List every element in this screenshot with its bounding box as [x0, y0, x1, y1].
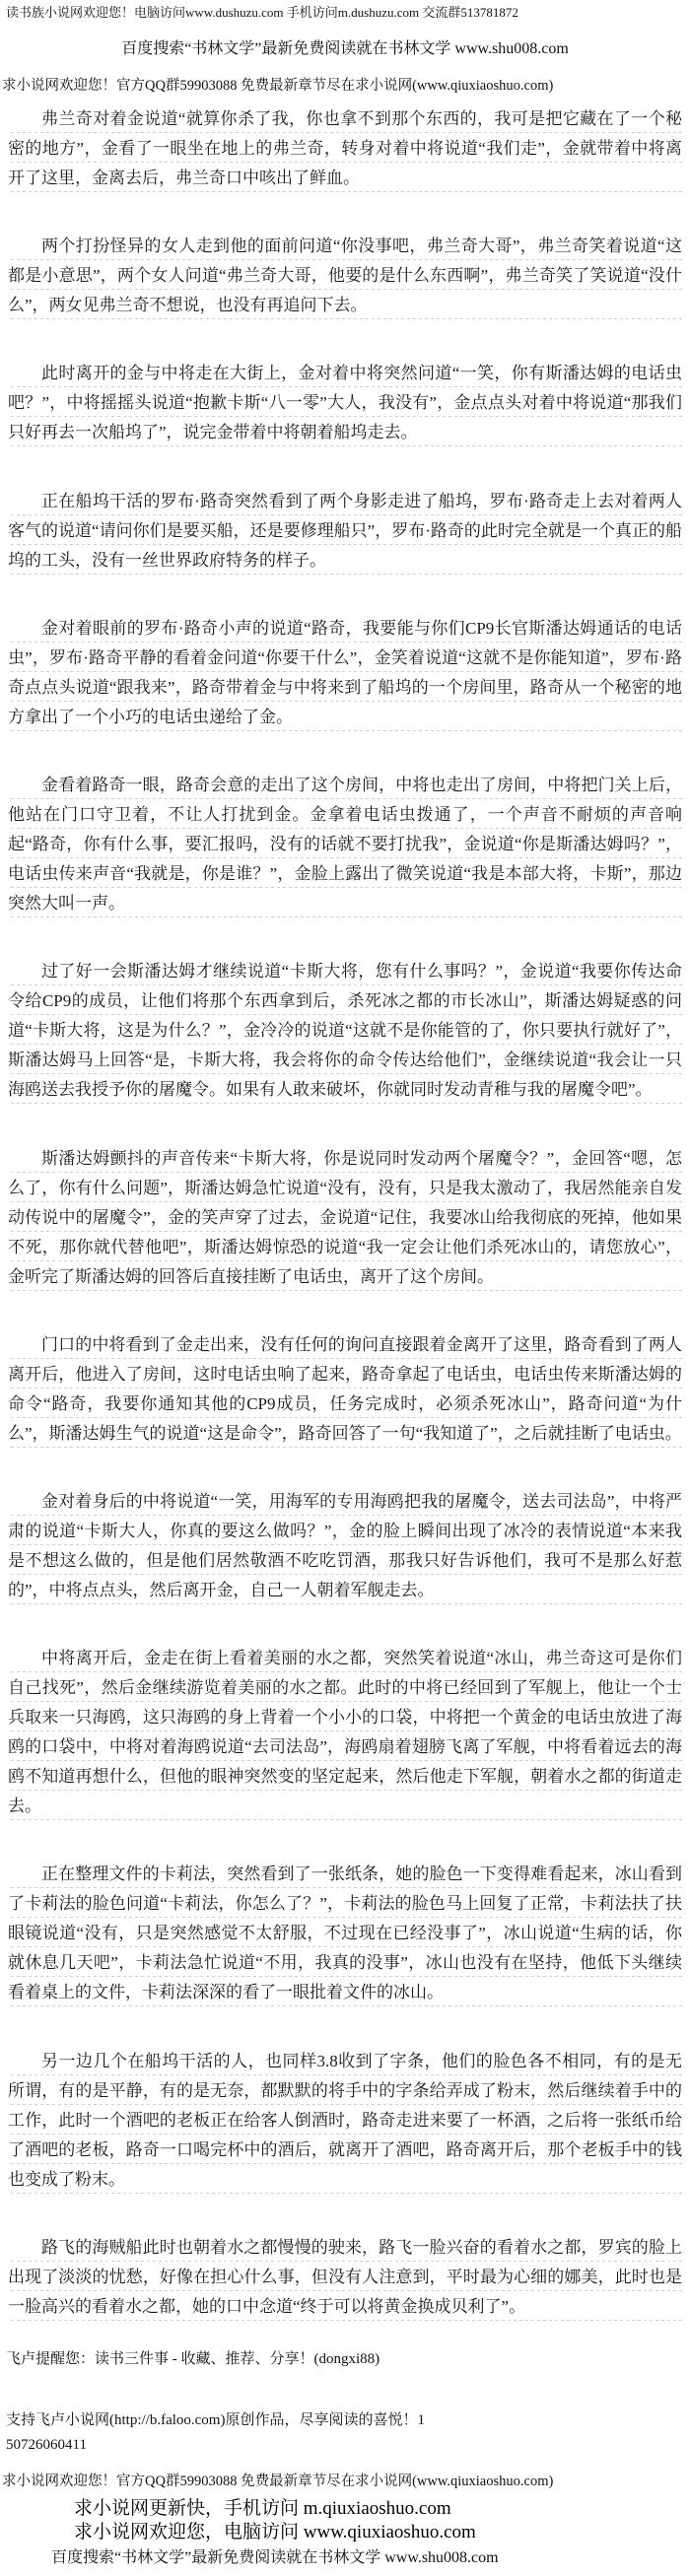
chapter-paragraph: 金看着路奇一眼，路奇会意的走出了这个房间，中将也走出了房间，中将把门关上后，他站在门口守卫着，不让人打扰到金。金拿着电话虫拨通了，一个声音不耐烦的声音响起“路奇，你有什么事，要汇报吗，没有的话就不要打扰我”，金说道“你是斯潘达姆吗？”，电话虫传来声音“我就是，你是谁？”，金脸上露出了微笑说道“我是本部大将，卡斯”，那边突然大叫一声。	[8, 771, 682, 918]
faloo-support-line: 支持飞卢小说网(http://b.faloo.com)原创作品，尽享阅读的喜悦！1	[6, 2412, 425, 2428]
chapter-paragraph: 弗兰奇对着金说道“就算你杀了我，你也拿不到那个东西的，我可是把它藏在了一个秘密的地方”，金看了一眼坐在地上的弗兰奇，转身对着中将说道“我们走”，金就带着中将离开了这里，金离去后，弗兰奇口中咳出了鲜血。	[8, 104, 682, 193]
chapter-paragraph: 中将离开后，金走在街上看着美丽的水之都，突然笑着说道“冰山，弗兰奇这可是你们自己找死”，然后金继续游览着美丽的水之都。此时的中将已经回到了军舰上，他让一个士兵取来一只海鸥，这只海鸥的身上背着一个小小的口袋，中将把一个黄金的电话虫放进了海鸥的口袋中，中将对着海鸥说道“去司法岛”，海鸥扇着翅膀飞离了军舰，中将看着远去的海鸥不知道再想什么，但他的眼神突然变的坚定起来，然后他走下军舰，朝着水之都的街道走去。	[8, 1644, 682, 1821]
chapter-paragraph: 路飞的海贼船此时也朝着水之都慢慢的驶来，路飞一脸兴奋的看着水之都，罗宾的脸上出现了淡淡的忧愁，好像在担心什么事，但没有人注意到，平时最为心细的娜美，此时也是一脸高兴的看着水之都，她的口中念道“终于可以将黄金换成贝利了”。	[8, 2233, 682, 2322]
chapter-paragraph: 过了好一会斯潘达姆才继续说道“卡斯大将，您有什么事吗？”，金说道“我要你传达命令给CP9的成员，让他们将那个东西拿到后，杀死冰之都的市长冰山”，斯潘达姆疑惑的问道“卡斯大将，这是为什么？”，金冷冷的说道“这就不是你能管的了，你只要执行就好了”，斯潘达姆马上回答“是，卡斯大将，我会将你的命令传达给他们”，金继续说道“我会让一只海鸥送去我授予你的屠魔令。如果有人敢来破坏，你就同时发动青稚与我的屠魔令吧”。	[8, 957, 682, 1105]
faloo-reading-tip: 飞卢提醒您：读书三件事 - 收藏、推荐、分享！(dongxi88)	[6, 2351, 380, 2367]
qiu-mobile-notice: 求小说网更新快，手机访问 m.qiuxiaoshuo.com	[74, 2498, 451, 2519]
chapter-paragraph: 另一边几个在船坞干活的人，也同样3.8收到了字条，他们的脸色各不相同，有的是无所谓，有的是平静，有的是无奈，都默默的将手中的字条给弄成了粉末，然后继续着手中的工作，此时一个酒吧的老板正在给客人倒酒时，路奇走进来要了一杯酒，之后将一张纸币给了酒吧的老板，路奇一口喝完杯中的酒后，就离开了酒吧，路奇离开后，那个老板手中的钱也变成了粉末。	[8, 2047, 682, 2195]
qiu-desktop-notice: 求小说网欢迎您，电脑访问 www.qiuxiaoshuo.com	[74, 2522, 476, 2542]
chapter-paragraph: 金对着身后的中将说道“一笑，用海军的专用海鸥把我的屠魔令，送去司法岛”，中将严肃的说道“卡斯大人，你真的要这么做吗？”，金的脸上瞬间出现了冰冷的表情说道“本来我是不想这么做的，但是他们居然敬酒不吃吃罚酒，那我只好告诉他们，我可不是那么好惹的”，中将点点头，然后离开金，自己一人朝着军舰走去。	[8, 1487, 682, 1605]
chapter-content	[8, 104, 682, 2322]
faloo-support-number: 50726060411	[6, 2437, 87, 2453]
chapter-paragraph: 正在船坞干活的罗布·路奇突然看到了两个身影走进了船坞，罗布·路奇走上去对着两人客气的说道“请问你们是要买船，还是要修理船只”，罗布·路奇的此时完全就是一个真正的船坞的工头，没有一丝世界政府特务的样子。	[8, 487, 682, 576]
baidu-search-banner: 百度搜索“书林文学”最新免费阅读就在书林文学 www.shu008.com	[121, 40, 569, 57]
qiu-welcome-notice: 求小说网欢迎您！官方QQ群59903088 免费最新章节尽在求小说网(www.qiuxiaoshuo.com)	[2, 78, 554, 94]
chapter-paragraph: 此时离开的金与中将走在大街上，金对着中将突然问道“一笑，你有斯潘达姆的电话虫吧？”，中将摇摇头说道“抱歉卡斯“八一零”大人，我没有”，金点点头对着中将说道“那我们只好再去一次船坞了”，说完金带着中将朝着船坞走去。	[8, 359, 682, 447]
site-welcome-notice: 读书族小说网欢迎您！电脑访问www.dushuzu.com 手机访问m.dushuzu.com 交流群513781872	[6, 5, 518, 20]
chapter-paragraph: 门口的中将看到了金走出来，没有任何的询问直接跟着金离开了这里，路奇看到了两人离开后，他进入了房间，这时电话虫响了起来，路奇拿起了电话虫，电话虫传来斯潘达姆的命令“路奇，我要你通知其他的CP9成员，任务完成时，必须杀死冰山”，路奇问道“为什么”，斯潘达姆生气的说道“这是命令”，路奇回答了一句“我知道了”，之后就挂断了电话虫。	[8, 1330, 682, 1449]
qiu-welcome-notice-footer: 求小说网欢迎您！官方QQ群59903088 免费最新章节尽在求小说网(www.qiuxiaoshuo.com)	[2, 2474, 554, 2489]
chapter-paragraph: 两个打扮怪异的女人走到他的面前问道“你没事吧，弗兰奇大哥”，弗兰奇笑着说道“这都是小意思”，两个女人问道“弗兰奇大哥，他要的是什么东西啊”，弗兰奇笑了笑说道“没什么”，两女见弗兰奇不想说，也没有再追问下去。	[8, 232, 682, 320]
chapter-paragraph: 金对着眼前的罗布·路奇小声的说道“路奇，我要能与你们CP9长官斯潘达姆通话的电话虫”，罗布·路奇平静的看着金问道“你要干什么”，金笑着说道“这就不是你能知道”，罗布·路奇点点头说道“跟我来”，路奇带着金与中将来到了船坞的一个房间里，路奇从一个秘密的地方拿出了一个小巧的电话虫递给了金。	[8, 614, 682, 732]
chapter-paragraph: 正在整理文件的卡莉法，突然看到了一张纸条，她的脸色一下变得难看起来，冰山看到了卡莉法的脸色问道“卡莉法，你怎么了？”，卡莉法的脸色马上回复了正常，卡莉法扶了扶眼镜说道“没有，只是突然感觉不太舒服，不过现在已经没事了”，冰山说道“生病的话，你就休息几天吧”，卡莉法急忙说道“不用，我真的没事”，冰山也没有在坚持，他低下头继续看着桌上的文件，卡莉法深深的看了一眼批着文件的冰山。	[8, 1860, 682, 2007]
chapter-paragraph: 斯潘达姆颤抖的声音传来“卡斯大将，你是说同时发动两个屠魔令？”，金回答“嗯，怎么了，你有什么问题”，斯潘达姆急忙说道“没有，没有，只是我太激动了，我居然能亲自发动传说中的屠魔令”，金的笑声穿了过去，金说道“记住，我要冰山给我彻底的死掉，他如果不死，那你就代替他吧”，斯潘达姆惊恐的说道“我一定会让他们杀死冰山的，请您放心”，金听完了斯潘达姆的回答后直接挂断了电话虫，离开了这个房间。	[8, 1144, 682, 1292]
baidu-search-banner-footer: 百度搜索“书林文学”最新免费阅读就在书林文学 www.shu008.com	[51, 2549, 499, 2566]
